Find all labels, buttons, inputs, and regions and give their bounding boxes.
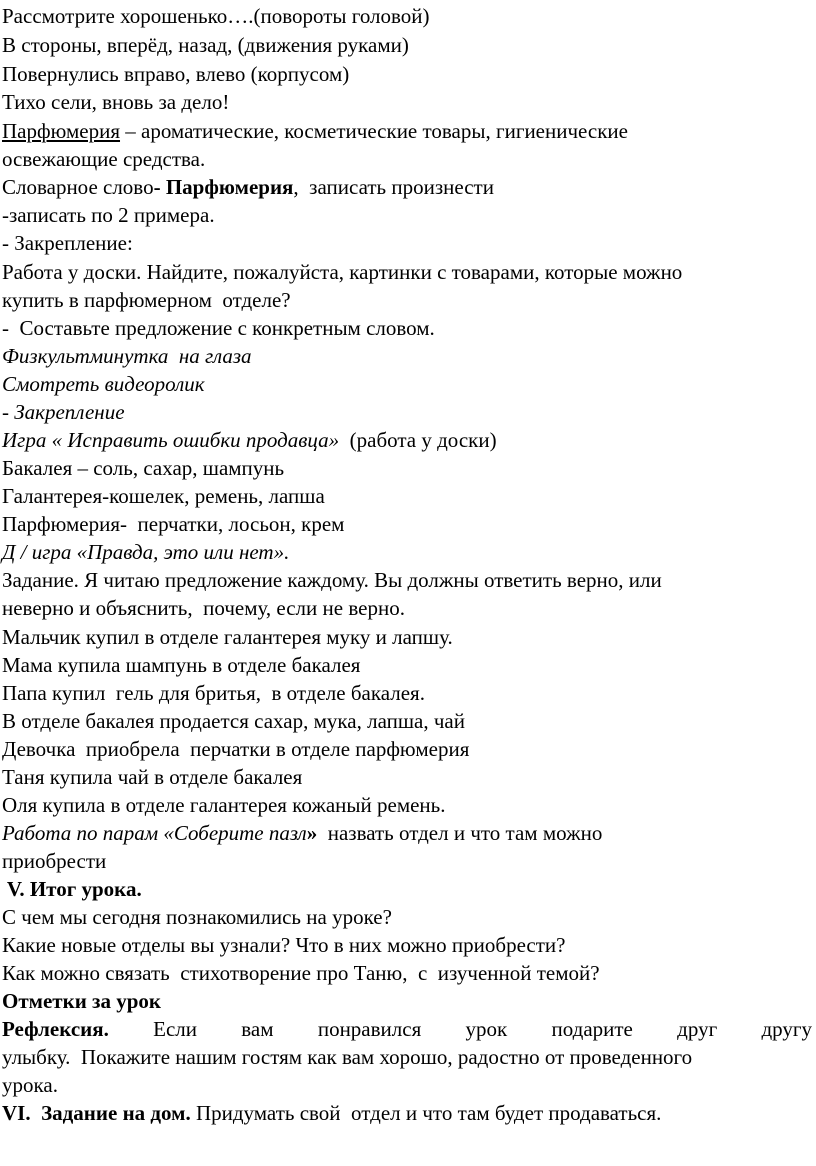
text-line (2, 1071, 58, 1099)
text-line (2, 314, 435, 342)
section-heading (2, 342, 252, 370)
text-line (2, 651, 360, 679)
text-line (2, 791, 446, 819)
text: » (306, 821, 318, 845)
definition-line (2, 117, 628, 145)
section-heading (2, 370, 205, 398)
text: Работа у доски. Найдите, пожалуйста, картинки с товарами, которые можно (2, 260, 683, 284)
text: (работа у доски) (339, 428, 497, 452)
text-line (2, 201, 215, 229)
section-heading (2, 538, 289, 566)
definition-text: – ароматические, косметические товары, гигиенические (120, 119, 628, 143)
homework-line (2, 1099, 661, 1127)
text: Как можно связать стихотворение про Таню, с изученной темой? (2, 961, 600, 985)
vocabulary-line (2, 173, 494, 201)
text: В стороны, вперёд, назад, (движения руками) (2, 33, 409, 57)
text: Папа купил гель для бритья, в отделе бакалея. (2, 681, 425, 705)
text-line (2, 763, 302, 791)
text: приобрести (2, 849, 107, 873)
text: Парфюмерия- перчатки, лосьон, крем (2, 512, 345, 536)
text: V. Итог урока. (2, 877, 142, 901)
text-line (2, 903, 392, 931)
text-line (2, 566, 662, 594)
text-line (2, 145, 205, 173)
text: улыбку. Покажите нашим гостям как вам хорошо, радостно от проведенного (2, 1045, 693, 1069)
game-title: Игра « Исправить ошибки продавца» (2, 428, 340, 452)
text-line (2, 1043, 692, 1071)
text-line (2, 847, 106, 875)
term-parfumeria: Парфюмерия (2, 119, 121, 143)
text-line (2, 707, 465, 735)
section-heading (2, 987, 161, 1015)
text: -записать по 2 примера. (2, 203, 215, 227)
text: Повернулись вправо, влево (корпусом) (2, 62, 350, 86)
text: Д / игра «Правда, это или нет». (2, 540, 290, 564)
text-line (2, 482, 325, 510)
text-line (2, 510, 344, 538)
text-line (2, 2, 430, 30)
text: назвать отдел и что там можно (317, 821, 603, 845)
text: Физкультминутка на глаза (2, 344, 252, 368)
text-line (2, 959, 600, 987)
text: Если вам понравился урок подарите друг другу (108, 1017, 812, 1041)
text: Мама купила шампунь в отделе бакалея (2, 653, 361, 677)
text: Девочка приобрела перчатки в отделе парфюмерия (2, 737, 470, 761)
text: В отделе бакалея продается сахар, мука, лапша, чай (2, 709, 465, 733)
text: Мальчик купил в отделе галантерея муку и лапшу. (2, 625, 453, 649)
text-line (2, 679, 425, 707)
text-line (2, 454, 284, 482)
text: купить в парфюмерном отделе? (2, 288, 291, 312)
text-line (2, 60, 349, 88)
game-line (2, 426, 497, 454)
text: , записать произнести (293, 175, 494, 199)
text: урока. (2, 1073, 58, 1097)
text-line (2, 286, 291, 314)
homework-label: VI. Задание на дом. (2, 1101, 191, 1125)
text: Рассмотрите хорошенько….(повороты головой) (2, 4, 430, 28)
text: Бакалея – соль, сахар, шампунь (2, 456, 285, 480)
text: Смотреть видеоролик (2, 372, 205, 396)
text-line (2, 623, 453, 651)
text-line (2, 735, 469, 763)
text: освежающие средства. (2, 147, 206, 171)
text-line (2, 594, 405, 622)
text: Задание. Я читаю предложение каждому. Вы должны ответить верно, или (2, 568, 662, 592)
text: - Закрепление: (2, 231, 133, 255)
text-line (2, 229, 133, 257)
reflection-label: Рефлексия. (2, 1017, 109, 1041)
section-heading (2, 875, 142, 903)
text: Придумать свой отдел и что там будет продаваться. (190, 1101, 662, 1125)
text: Словарное слово (2, 175, 154, 199)
text: Оля купила в отделе галантерея кожаный ремень. (2, 793, 446, 817)
pair-work-title: Работа по парам «Соберите пазл (2, 821, 307, 845)
text-line (2, 88, 229, 116)
vocabulary-word: - Парфюмерия (153, 175, 294, 199)
text-line (2, 31, 409, 59)
text: Таня купила чай в отделе бакалея (2, 765, 303, 789)
text: - Составьте предложение с конкретным словом. (2, 316, 435, 340)
text: - Закрепление (2, 400, 125, 424)
section-heading (2, 398, 125, 426)
text-line (2, 258, 682, 286)
pair-work-line (2, 819, 602, 847)
text: Галантерея-кошелек, ремень, лапша (2, 484, 325, 508)
text: Тихо сели, вновь за дело! (2, 90, 230, 114)
text: С чем мы сегодня познакомились на уроке? (2, 905, 392, 929)
text: неверно и объяснить, почему, если не верно. (2, 596, 405, 620)
text: Какие новые отделы вы узнали? Что в них можно приобрести? (2, 933, 566, 957)
text-line (2, 931, 565, 959)
text: Отметки за урок (2, 989, 162, 1013)
reflection-line (2, 1015, 812, 1043)
